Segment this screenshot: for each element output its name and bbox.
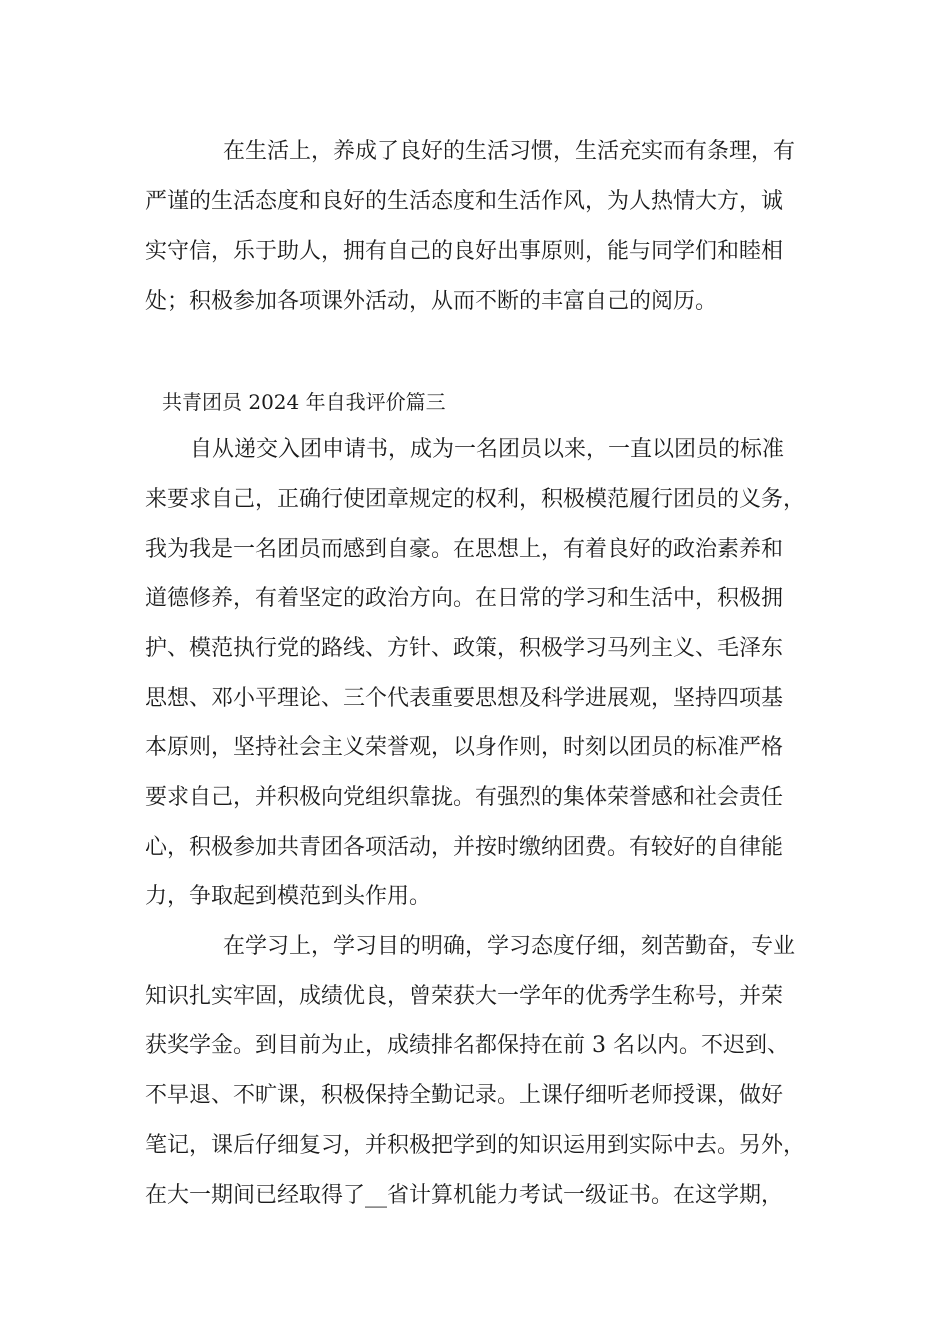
paragraph-2-line-5: 护、模范执行党的路线、方针、政策，积极学习马列主义、毛泽东 (145, 636, 784, 661)
paragraph-2-line-8: 要求自己，并积极向党组织靠拢。有强烈的集体荣誉感和社会责任 (145, 785, 784, 810)
paragraph-1-line-1: 在生活上，养成了良好的生活习惯，生活充实而有条理，有 (223, 139, 796, 164)
paragraph-3-line-5: 笔记，课后仔细复习，并积极把学到的知识运用到实际中去。另外， (145, 1133, 806, 1158)
paragraph-1-line-4: 处；积极参加各项课外活动，从而不断的丰富自己的阅历。 (145, 289, 718, 314)
paragraph-3-line-1: 在学习上，学习目的明确，学习态度仔细，刻苦勤奋，专业 (223, 934, 796, 959)
paragraph-1-line-3: 实守信，乐于助人，拥有自己的良好出事原则，能与同学们和睦相 (145, 239, 784, 264)
paragraph-2-line-9: 心，积极参加共青团各项活动，并按时缴纳团费。有较好的自律能 (145, 835, 784, 860)
paragraph-2-line-4: 道德修养，有着坚定的政治方向。在日常的学习和生活中，积极拥 (145, 586, 784, 611)
paragraph-3-line-2: 知识扎实牢固，成绩优良，曾荣获大一学年的优秀学生称号，并荣 (145, 984, 784, 1009)
paragraph-2-line-6: 思想、邓小平理论、三个代表重要思想及科学进展观，坚持四项基 (145, 686, 784, 711)
paragraph-2-line-7: 本原则，坚持社会主义荣誉观，以身作则，时刻以团员的标准严格 (145, 735, 784, 760)
paragraph-2-line-2: 来要求自己，正确行使团章规定的权利，积极模范履行团员的义务， (145, 487, 806, 512)
paragraph-1-line-2: 严谨的生活态度和良好的生活态度和生活作风，为人热情大方，诚 (145, 189, 784, 214)
paragraph-2-line-10: 力，争取起到模范到头作用。 (145, 884, 432, 909)
paragraph-3-line-6: 在大一期间已经取得了__省计算机能力考试一级证书。在这学期， (145, 1183, 784, 1208)
paragraph-3-line-3: 获奖学金。到目前为止，成绩排名都保持在前 3 名以内。不迟到、 (145, 1033, 789, 1058)
paragraph-2-line-3: 我为我是一名团员而感到自豪。在思想上，有着良好的政治素养和 (145, 537, 784, 562)
paragraph-3-line-4: 不早退、不旷课，积极保持全勤记录。上课仔细听老师授课，做好 (145, 1083, 784, 1108)
paragraph-2-line-1: 自从递交入团申请书，成为一名团员以来，一直以团员的标准 (190, 437, 785, 462)
section-heading: 共青团员 2024 年自我评价篇三 (162, 390, 446, 414)
